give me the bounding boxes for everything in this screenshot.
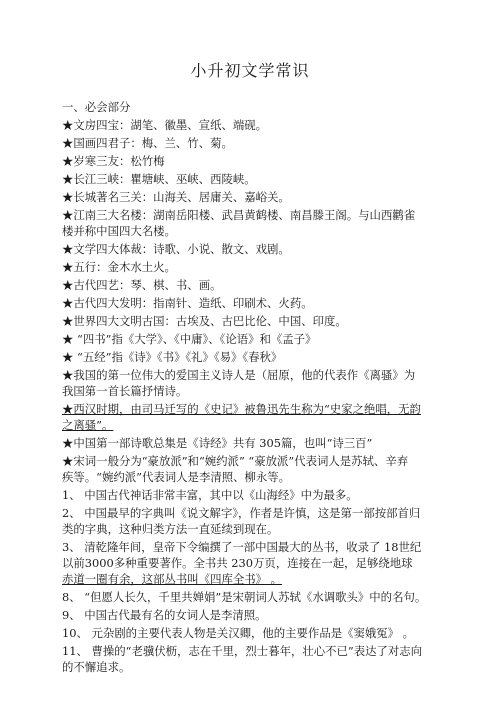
text-line: 3、 清乾隆年间，皇帝下令编撰了一部中国最大的丛书，收录了 18世纪 xyxy=(62,540,422,554)
text-line: 2、 中国最早的字典叫《说文解字》，作者是许慎，这是第一部按部首归 xyxy=(62,506,421,520)
text-line: 之离骚”。 xyxy=(62,418,114,432)
text-line: 以前3000多种重要著作。全书共 230万页，连接在一起，足够绕地球 xyxy=(62,556,413,570)
text-line: 10、 元杂剧的主要代表人物是关汉卿，他的主要作品是《窦娥冤》 。 xyxy=(62,626,415,640)
text-line: ★文学四大体裁：诗歌、小说、散文、戏剧。 xyxy=(62,242,290,256)
text-line: 的不懈追求。 xyxy=(62,660,131,674)
text-line: ★古代四大发明：指南针、造纸、印刷术、火药。 xyxy=(62,296,313,310)
text-line: ★宋词一般分为“豪放派”和“婉约派” “豪放派”代表词人是苏轼、辛弃 xyxy=(62,454,409,468)
section-heading: 一、必会部分 xyxy=(62,100,131,114)
text-line: ★岁寒三友：松竹梅 xyxy=(62,154,165,168)
text-line: ★文房四宝：湖笔、徽墨、宣纸、端砚。 xyxy=(62,118,268,132)
page-title: 小升初文学常识 xyxy=(190,61,310,80)
text-line: ★江南三大名楼：湖南岳阳楼、武昌黄鹤楼、南昌滕王阁。与山西鹳雀 xyxy=(62,208,416,222)
text-line: ★五行：金木水土火。 xyxy=(62,260,176,274)
text-line: ★ “五经”指《诗》《书》《礼》《易》《春秋》 xyxy=(62,350,283,364)
text-line: ★中国第一部诗歌总集是《诗经》共有 305篇，也叫“诗三百” xyxy=(62,436,373,450)
text-line: ★西汉时期，由司马迁写的《史记》被鲁迅先生称为“史家之绝唱，无韵 xyxy=(62,402,421,416)
text-line: 1、 中国古代神话非常丰富，其中以《山海经》中为最多。 xyxy=(62,488,358,502)
text-line: ★长城著名三关：山海关、居庸关、嘉峪关。 xyxy=(62,190,290,204)
text-line: 我国第一首长篇抒情诗。 xyxy=(62,384,188,398)
text-line: 赤道一圈有余，这部丛书叫《四库全书》 。 xyxy=(62,572,283,586)
text-line: ★国画四君子：梅、兰、竹、菊。 xyxy=(62,136,233,150)
text-line: 楼并称中国四大名楼。 xyxy=(62,224,176,238)
text-line: ★ “四书”指《大学》、《中庸》、《论语》和《孟子》 xyxy=(62,332,317,346)
text-line: 疾等。“婉约派”代表词人是李清照、柳永等。 xyxy=(62,470,291,484)
text-line: ★长江三峡：瞿塘峡、巫峡、西陵峡。 xyxy=(62,172,256,186)
text-line: 8、 “但愿人长久，千里共婵娟”是宋朝词人苏轼《水调歌头》中的名句。 xyxy=(62,590,427,604)
text-line: ★古代四艺：琴、棋、书、画。 xyxy=(62,278,222,292)
text-line: 9、 中国古代最有名的女词人是李清照。 xyxy=(62,608,267,622)
text-line: ★世界四大文明古国：古埃及、古巴比伦、中国、印度。 xyxy=(62,314,347,328)
text-line: 11、 曹操的“老骥伏枥，志在千里，烈士暮年，壮心不已”表达了对志向 xyxy=(62,644,423,658)
text-line: ★我国的第一位伟大的爱国主义诗人是（屈原，他的代表作《离骚》为 xyxy=(62,368,416,382)
text-line: 类的字典，这种归类方法一直延续到现在。 xyxy=(62,522,279,536)
